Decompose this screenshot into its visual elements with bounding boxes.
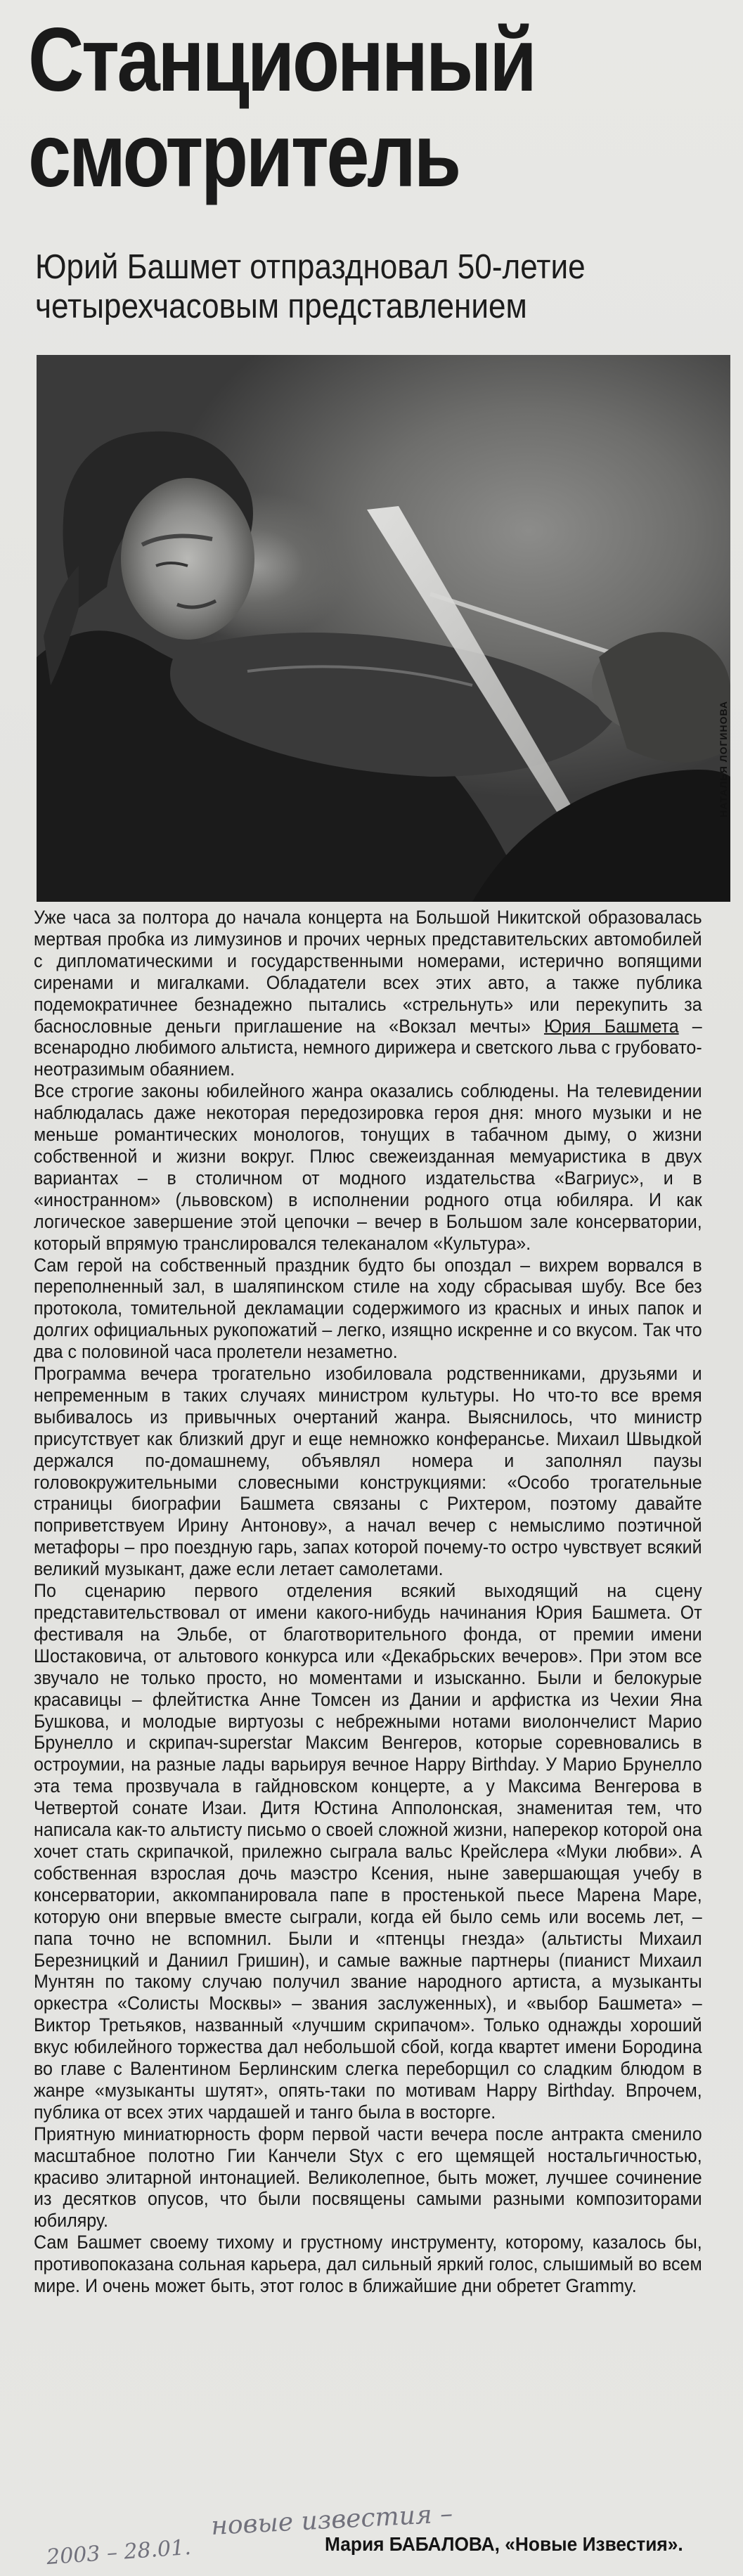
article-byline: Мария БАБАЛОВА, «Новые Известия».: [325, 2533, 683, 2555]
paragraph-6: Приятную миниатюрность форм первой части вечера после антракта сменило масштабное полотно Гии Канчели Styx с его щемящей ностальгичностью, красиво элитарной интонацией. Великолепное, быть может, лучшее сочинение из десятков опусов, что были посвящены самыми разными композиторами юбиляру.: [34, 2123, 702, 2232]
headline-line-2: смотритель: [28, 105, 459, 206]
article-headline: [28, 10, 633, 206]
handwritten-note: новые известия –: [210, 2499, 454, 2541]
handwritten-date: 2003 – 28.01.: [46, 2535, 192, 2570]
paragraph-4: Программа вечера трогательно изобиловала родственниками, друзьями и непременным в таких случаях министром культуры. Но что-то все время выбивалось из привычных очертаний жанра. Выяснилось, что министр присутствует как близкий друг и еще немножко конферансье. Михаил Швыдкой держался по-домашнему, объявлял номера и заполнял паузы головокружительными словесными конструкциями: «Особо трогательные страницы биографии Башмета связаны с Рихтером, поэтому давайте поприветствуем Ирину Антонову», а начал вечер с немыслимо поэтичной метафоры – про поездную гарь, запах которой почему-то остро чувствует всякий великий музыкант, даже если летает самолетами.: [34, 1363, 702, 1580]
paragraph-5: По сценарию первого отделения всякий выходящий на сцену представительствовал от имени какого-нибудь начинания Юрия Башмета. От фестиваля на Эльбе, от благотворительного фонда, от премии имени Шостаковича, от альтового конкурса или «Декабрьских вечеров». При этом все звучало не только просто, но моментами и изысканно. Были и белокурые красавицы – флейтистка Анне Томсен из Дании и арфистка из Чехии Яна Бушкова, и молодые виртуозы с небрежными нотами виолончелист Марио Брунелло и скрипач-superstar Максим Венгеров, которые соревновались в остроумии, на разные лады варьируя вечное Happy Birthday. У Марио Брунелло эта тема прозвучала в гайдновском концерте, а у Максима Венгерова в Четвертой сонате Изаи. Дитя Юстина Апполонская, знаменитая тем, что написала как-то альтисту письмо о своей сложной жизни, наперекор которой она хочет стать скрипачкой, прилежно сыграла вальс Крейслера «Муки любви». А собственная взрослая дочь маэстро Ксения, ныне завершающая учебу в консерватории, аккомпанировала папе в простенькой пьесе Марена Маре, которую они впервые вместе сыграли, когда ей было семь или восемь лет, – папа точно не вспомнил. Были и «птенцы гнезда» (альтисты Михаил Березницкий и Даниил Гришин), и самые важные партнеры (пианист Михаил Мунтян по такому случаю получил звание народного артиста, а музыканты оркестра «Солисты Москвы» – звания заслуженных), и «выбор Башмета» – Виктор Третьяков, названный «лучшим скрипачом». Только однажды хороший вкус юбилейного торжества дал небольшой сбой, когда квартет имени Бородина во главе с Валентином Берлинским слегка переборщил со сладким блюдом в жанре «музыканты шутят», опять-таки по мотивам Happy Birthday. Впрочем, публика от всех этих чардашей и танго была в восторге.: [34, 1580, 702, 2123]
violist-photo-illustration: [37, 355, 730, 902]
underlined-name: Юрия Башмета: [543, 1015, 679, 1037]
article-body: [34, 907, 702, 2297]
photo-credit: НАТАЛЬЯ ЛОГИНОВА: [718, 700, 729, 817]
article-subheadline: Юрий Башмет отпраздновал 50-летие четырехчасовым представлением: [35, 248, 586, 325]
paragraph-3: Сам герой на собственный праздник будто бы опоздал – вихрем ворвался в переполненный зал, в шаляпинском стиле на ходу сбрасывая шубу. Все без протокола, томительной декламации содержимого из красных и иных папок и долгих официальных рукопожатий – легко, изящно искренне и со вкусом. Так что два с половиной часа пролетели незаметно.: [34, 1254, 702, 1363]
article-photo: [37, 355, 730, 902]
paragraph-7: Сам Башмет своему тихому и грустному инструменту, которому, казалось бы, противопоказана сольная карьера, дал сильный яркий голос, слышимый во всем мире. И очень может быть, этот голос в ближайшие дни обретет Grammy.: [34, 2232, 702, 2297]
paragraph-1: Уже часа за полтора до начала концерта на Большой Никитской образовалась мертвая пробка из лимузинов и прочих черных представительских автомобилей с дипломатическими и государственными номерами, истерично вопящими сиренами и мигалками. Обладатели всех этих авто, а также публика подемократичнее безнадежно пытались «стрельнуть» или перекупить за баснословные деньги приглашение на «Вокзал мечты» Юрия Башмета – всенародно любимого альтиста, немного дирижера и светского льва с грубовато-неотразимым обаянием.: [34, 907, 702, 1080]
paragraph-2: Все строгие законы юбилейного жанра оказались соблюдены. На телевидении наблюдалась даже некоторая передозировка героя дня: много музыки и не меньше романтических монологов, тонущих в табачном дыму, о жизни собственной и жизни вокруг. Плюс свежеизданная мемуаристика в двух вариантах – в столичном от модного издательства «Вагриус», и в «иностранном» (львовском) в исполнении родного отца юбиляра. И как логическое завершение этой цепочки – вечер в Большом зале консерватории, который впрямую транслировался телеканалом «Культура».: [34, 1080, 702, 1254]
headline-line-1: Станционный: [28, 10, 535, 110]
